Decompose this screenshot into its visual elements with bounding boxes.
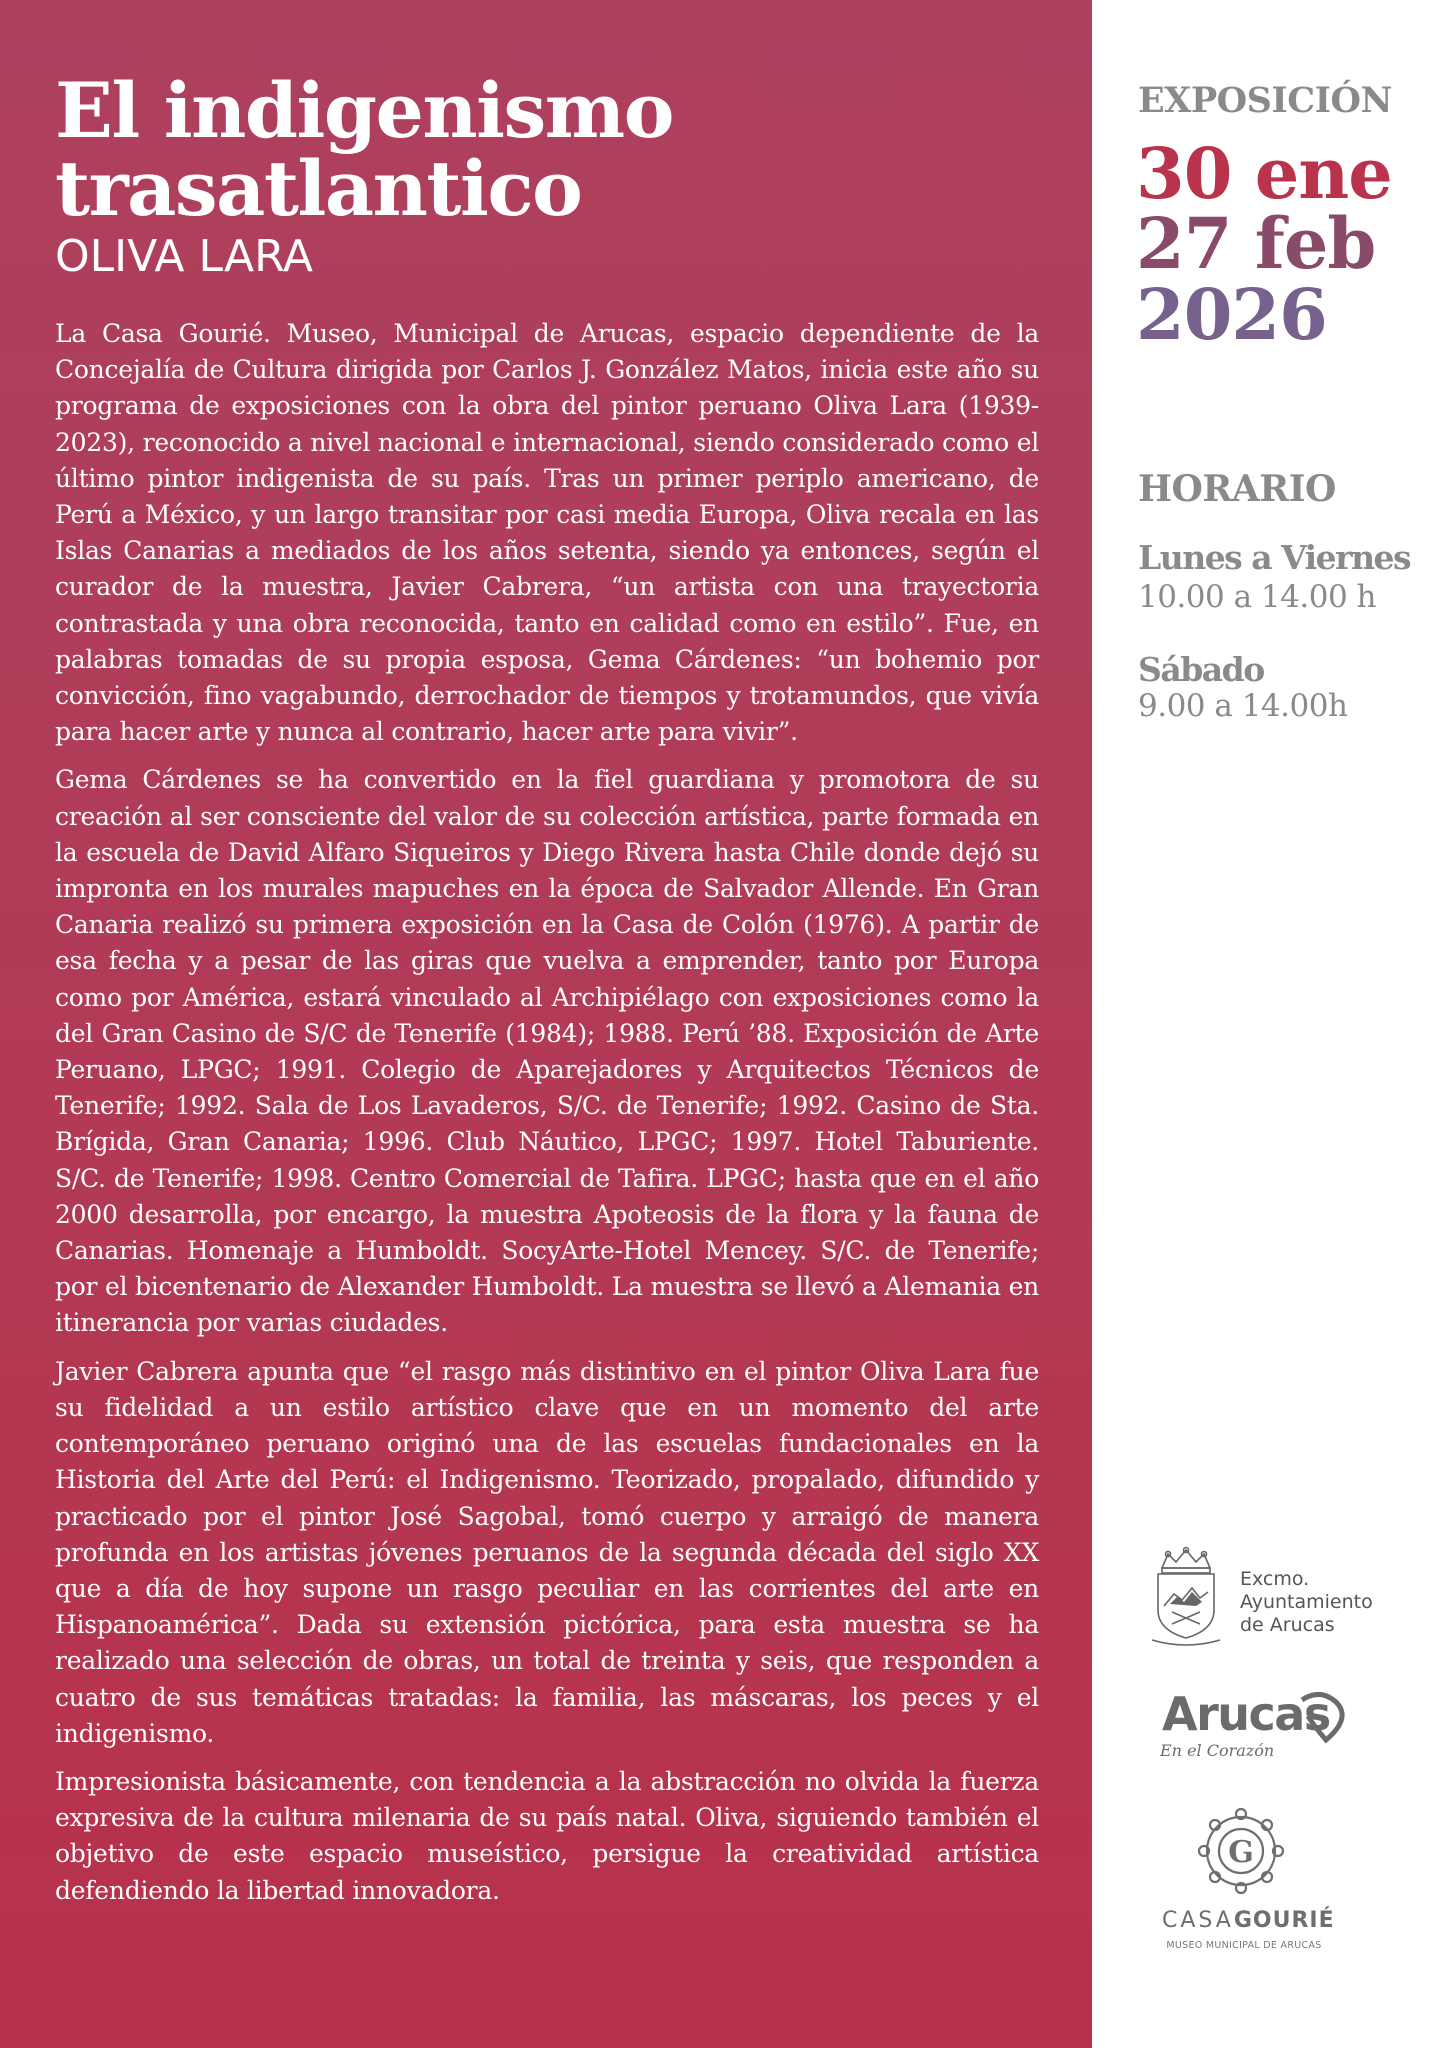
- arucas-slogan-text: En el Corazón: [1160, 1741, 1275, 1760]
- ayuntamiento-line-2: Ayuntamiento: [1240, 1591, 1373, 1613]
- description-paragraph-2: Gema Cárdenes se ha convertido en la fiel guardiana y promotora de su creación al ser consciente del valor de su colección artística, parte formada en la escuela de David Alfaro Siqueiros y Diego Rivera hasta Chile donde dejó su impronta en los murales mapuches en la época de Salvador Allende. En Gran Canaria realizó su primera exposición en la Casa de Colón (1976). A partir de esa fecha y a pesar de las giras que vuelva a emprender, tanto por Europa como por América, estará vinculado al Archipiélago con exposiciones como la del Gran Casino de S/C de Tenerife (1984); 1988. Perú ’88. Exposición de Arte Peruano, LPGC; 1991. Colegio de Aparejadores y Arquitectos Técnicos de Tenerife; 1992. Sala de Los Lavaderos, S/C. de Tenerife; 1992. Casino de Sta. Brígida, Gran Canaria; 1996. Club Náutico, LPGC; 1997. Hotel Taburiente. S/C. de Tenerife; 1998. Centro Comercial de Tafira. LPGC; hasta que en el año 2000 desarrolla, por encargo, la muestra Apoteosis de la flora y la fauna de Canarias. Homenaje a Humboldt. SocyArte-Hotel Mencey. S/C. de Tenerife; por el bicentenario de Alexander Humboldt. La muestra se llevó a Alemania en itinerancia por varias ciudades.: [55, 765, 1039, 1338]
- casa-gourie-subtitle: MUSEO MUNICIPAL DE ARUCAS: [1166, 1940, 1322, 1951]
- title-line-2: trasatlantico: [55, 144, 582, 233]
- description-paragraph-3: Javier Cabrera apunta que “el rasgo más distintivo en el pintor Oliva Lara fue su fidelidad a un estilo artístico clave que en un momento del arte contemporáneo peruano originó una de las escuelas fundacionales en la Historia del Arte del Perú: el Indigenismo. Teorizado, propalado, difundido y practicado por el pintor José Sagobal, tomó cuerpo y arraigó de manera profunda en los artistas jóvenes peruanos de la segunda década del siglo XX que a día de hoy supone un rasgo peculiar en las corrientes del arte en Hispanoamérica”. Dada su extensión pictórica, para esta muestra se ha realizado una selección de obras, un total de treinta y seis, que responden a cuatro de sus temáticas tratadas: la familia, las máscaras, los peces y el indigenismo.: [55, 1356, 1039, 1748]
- saturday-label: Sábado: [1138, 650, 1264, 689]
- casa-name-bold: GOURIÉ: [1233, 1908, 1335, 1933]
- arucas-brand-text: Arucas: [1162, 1687, 1330, 1741]
- ayuntamiento-crest-logo: [1148, 1546, 1224, 1650]
- casa-gourie-monogram-logo: [1196, 1806, 1286, 1896]
- schedule-heading: HORARIO: [1138, 468, 1336, 510]
- casa-monogram-letter: G: [1228, 1835, 1254, 1870]
- casa-prefix: CASA: [1162, 1908, 1234, 1933]
- description-paragraph-4: Impresionista básicamente, con tendencia a la abstracción no olvida la fuerza expresiva de la cultura milenaria de su país natal. Oliva, siguiendo también el objetivo de este espacio museístico, persigue la creatividad artística defendiendo la libertad innovadora.: [55, 1766, 1039, 1905]
- title-line-1: El indigenismo: [55, 66, 673, 155]
- date-end: 27 feb: [1136, 202, 1376, 285]
- exhibition-description: [55, 316, 1039, 1921]
- date-year: 2026: [1136, 273, 1327, 356]
- weekdays-label: Lunes a Viernes: [1138, 538, 1411, 577]
- saturday-hours: 9.00 a 14.00h: [1138, 688, 1348, 724]
- exhibition-label: EXPOSICIÓN: [1138, 80, 1392, 121]
- weekdays-hours: 10.00 a 14.00 h: [1138, 579, 1377, 615]
- ayuntamiento-line-1: Excmo.: [1240, 1568, 1310, 1590]
- ayuntamiento-line-3: de Arucas: [1240, 1614, 1335, 1636]
- description-paragraph-1: La Casa Gourié. Museo, Municipal de Arucas, espacio dependiente de la Concejalía de Cultura dirigida por Carlos J. González Matos, inicia este año su programa de exposiciones con la obra del pintor peruano Oliva Lara (1939-2023), reconocido a nivel nacional e internacional, siendo considerado como el último pintor indigenista de su país. Tras un primer periplo americano, de Perú a México, y un largo transitar por casi media Europa, Oliva recala en las Islas Canarias a mediados de los años setenta, siendo ya entonces, según el curador de la muestra, Javier Cabrera, “un artista con una trayectoria contrastada y una obra reconocida, tanto en calidad como en estilo”. Fue, en palabras tomadas de su propia esposa, Gema Cárdenes: “un bohemio por convicción, fino vagabundo, derrochador de tiempos y trotamundos, que vivía para hacer arte y nunca al contrario, hacer arte para vivir”.: [55, 319, 1039, 747]
- date-start: 30 ene: [1136, 132, 1392, 215]
- casa-gourie-name: [1162, 1908, 1335, 1933]
- exhibition-title: [55, 66, 1055, 233]
- arucas-brand-logo: [1158, 1684, 1358, 1764]
- artist-name: OLIVA LARA: [55, 231, 314, 282]
- ayuntamiento-name: [1240, 1568, 1373, 1637]
